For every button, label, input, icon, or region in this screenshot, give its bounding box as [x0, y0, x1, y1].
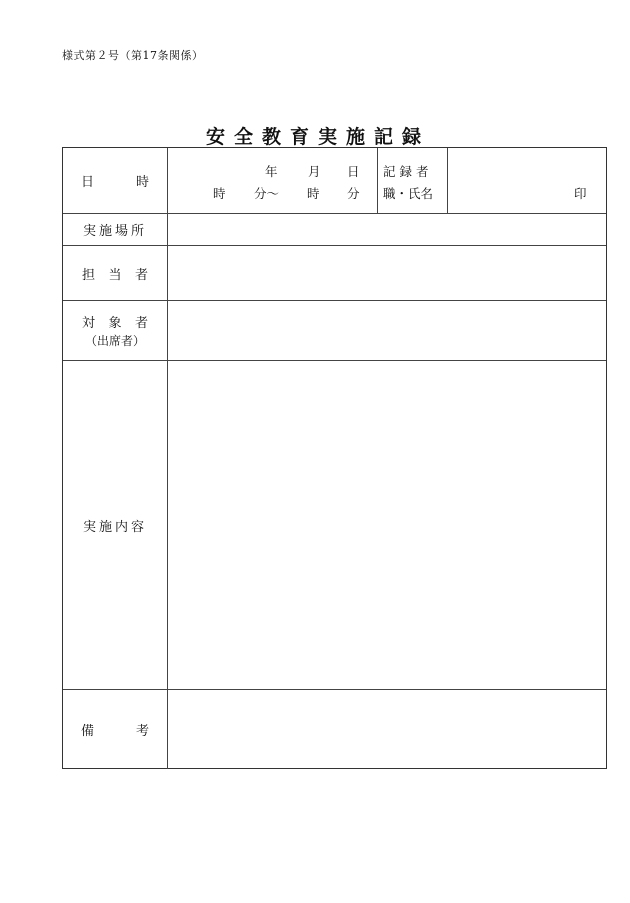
seal-mark: 印 [574, 186, 587, 201]
minute-end-unit: 分 [347, 186, 360, 201]
hour-end-unit: 時 [307, 186, 320, 201]
content-cell[interactable] [168, 361, 606, 689]
person-label-char: 者 [134, 267, 148, 283]
place-label [63, 214, 167, 245]
day-unit: 日 [347, 164, 360, 179]
minute-start-unit: 分〜 [254, 186, 280, 201]
form-number: 様式第２号（第17条関係） [62, 49, 204, 62]
remarks-label [63, 690, 167, 769]
hour-start-unit: 時 [213, 186, 226, 201]
datetime-label [63, 148, 167, 213]
recorder-label-line2: 職・氏名 [383, 186, 434, 201]
target-label-char: 者 [134, 316, 148, 331]
target-label-char: 対 [82, 316, 96, 331]
datetime-value-cell[interactable] [168, 148, 377, 213]
person-in-charge-label [63, 246, 167, 300]
target-label-char: 象 [108, 316, 122, 331]
place-value-cell[interactable] [168, 214, 606, 245]
place-label-text: 実施場所 [82, 224, 147, 239]
record-table [62, 147, 607, 769]
remarks-label-char: 考 [135, 724, 149, 739]
remarks-cell[interactable] [168, 690, 606, 769]
datetime-label-char: 時 [135, 175, 149, 190]
person-in-charge-cell[interactable] [168, 246, 606, 300]
person-label-char: 当 [108, 267, 122, 283]
person-label-char: 担 [82, 267, 96, 283]
recorder-label-line1: 記 録 者 [383, 164, 429, 179]
recorder-name-cell[interactable] [448, 148, 606, 213]
remarks-label-char: 備 [81, 724, 95, 739]
document-title: 安全教育実施記録 [205, 126, 430, 148]
content-label [63, 361, 167, 689]
year-unit: 年 [265, 164, 278, 179]
recorder-label [378, 148, 447, 213]
target-label-sub: （出席者） [84, 334, 145, 348]
target-label [63, 301, 167, 360]
month-unit: 月 [308, 164, 321, 179]
datetime-label-char: 日 [81, 175, 95, 190]
content-label-text: 実施内容 [82, 519, 147, 535]
target-cell[interactable] [168, 301, 606, 360]
